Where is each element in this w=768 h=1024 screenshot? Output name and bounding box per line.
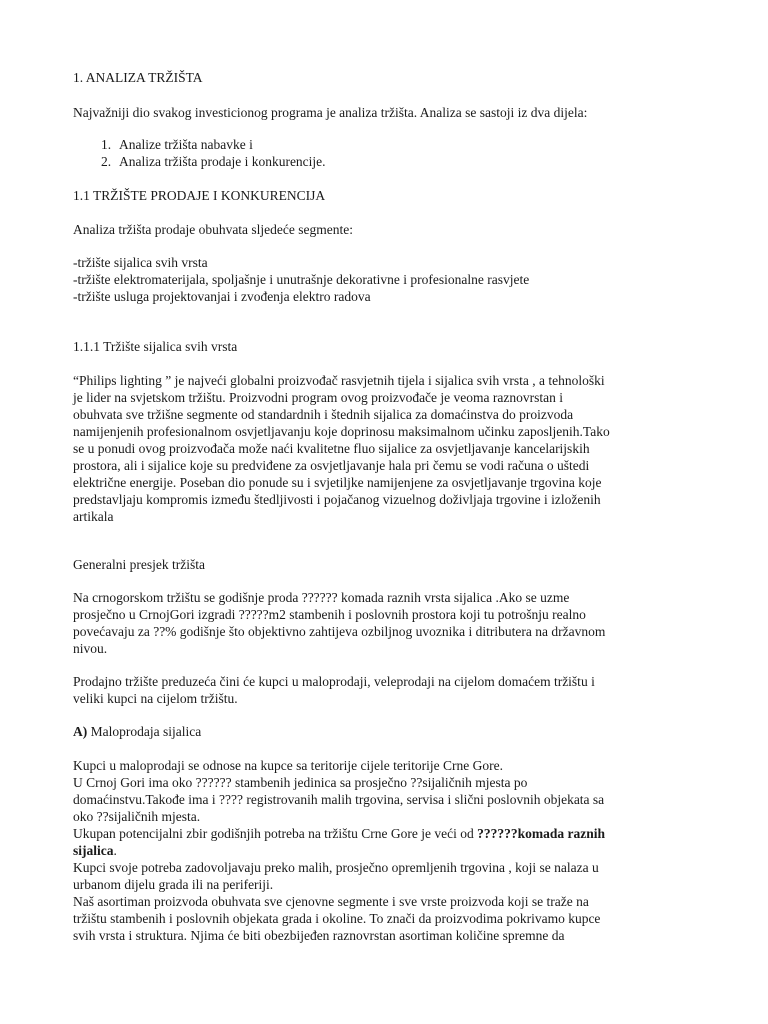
intro-paragraph: Najvažniji dio svakog investicionog programa je analiza tržišta. Analiza se sastoji iz dva dijela: bbox=[73, 105, 588, 120]
list-item: 2. Analiza tržišta prodaje i konkurencije. bbox=[101, 154, 326, 169]
paragraph-line: artikala bbox=[73, 509, 114, 524]
paragraph-line: svih vrsta i struktura. Njima će biti obezbijeđen raznovrstan asortiman količine spremne da bbox=[73, 928, 565, 943]
heading-trziste-prodaje: 1.1 TRŽIŠTE PRODAJE I KONKURENCIJA bbox=[73, 188, 326, 203]
paragraph-line: prosječno u CrnojGori izgradi ?????m2 stambenih i poslovnih prostora koji tu potrošnju realno bbox=[73, 607, 586, 622]
paragraph-line: Kupci svoje potreba zadovoljavaju preko malih, prosječno opremljenih trgovina , koji se nalaza u bbox=[73, 860, 599, 875]
paragraph-line: je lider na svjetskom tržištu. Proizvodni program ovog proizvođače je veoma raznovrstan i bbox=[73, 390, 563, 405]
section-letter: A) bbox=[73, 724, 88, 739]
paragraph-line: sijalica. bbox=[73, 843, 117, 858]
paragraph-line: “Philips lighting ” je najveći globalni proizvođač rasvjetnih tijela i sijalica svih vrsta , a tehnološki bbox=[73, 373, 605, 388]
paragraph-line: Naš asortiman proizvoda obuhvata sve cjenovne segmente i sve vrste proizvoda koji se traže na bbox=[73, 894, 589, 909]
market-paragraph bbox=[73, 673, 595, 707]
heading-maloprodaja bbox=[73, 723, 201, 740]
segments-list bbox=[73, 254, 529, 305]
paragraph-line: tržištu stambenih i poslovnih objekata grada i okoline. To znači da proizvodima pokrivamo kupce bbox=[73, 911, 601, 926]
list-item: 1. Analize tržišta nabavke i bbox=[101, 137, 253, 152]
paragraph-line: nivou. bbox=[73, 641, 108, 656]
section-title: Maloprodaja sijalica bbox=[87, 724, 202, 739]
list-item: -tržište usluga projektovanjai i zvođenja elektro radova bbox=[73, 289, 371, 304]
list-item: -tržište elektromaterijala, spoljašnje i unutrašnje dekorativne i profesionalne rasvjete bbox=[73, 272, 530, 287]
paragraph-line: povećavaju za ??% godišnje što objektivno zahtijeva ozbiljnog uvoznika i ditributera na državnom bbox=[73, 624, 606, 639]
philips-paragraph bbox=[73, 372, 610, 525]
paragraph-line: obuhvata sve tržišne segmente od standardnih i štednih sijalica za domaćinstva do proizvoda bbox=[73, 407, 574, 422]
retail-paragraph bbox=[73, 757, 605, 944]
paragraph-line: Ukupan potencijalni zbir godišnjih potreba na tržištu Crne Gore je veći od ??????komada raznih bbox=[73, 826, 606, 841]
paragraph-line: predstavljaju kompromis između štedljivosti i pojačanog vizuelnog doživljaja trgovine i izloženih bbox=[73, 492, 601, 507]
list-item: -tržište sijalica svih vrsta bbox=[73, 255, 208, 270]
heading-analiza-trzista: 1. ANALIZA TRŽIŠTA bbox=[73, 70, 203, 85]
paragraph-line: veliki kupci na cijelom tržištu. bbox=[73, 691, 238, 706]
heading-generalni-presjek: Generalni presjek tržišta bbox=[73, 557, 205, 572]
heading-trziste-sijalica: 1.1.1 Tržište sijalica svih vrsta bbox=[73, 339, 238, 354]
paragraph-line: prostora, ali i sijalice koje su predviđene za osvjetljavanje hala pri čemu se vodi računa o uštedi bbox=[73, 458, 590, 473]
paragraph-line: se u ponudi ovog proizvođača može naći kvalitetne fluo sijalice za osvjetljavanje kancelarijskih bbox=[73, 441, 590, 456]
segments-intro: Analiza tržišta prodaje obuhvata sljedeće segmente: bbox=[73, 222, 354, 237]
paragraph-line: Na crnogorskom tržištu se godišnje proda ?????? komada raznih vrsta sijalica .Ako se uzme bbox=[73, 590, 570, 605]
total-amount: ??????komada raznih bbox=[477, 826, 606, 841]
paragraph-line: U Crnoj Gori ima oko ?????? stambenih jedinica sa prosječno ??sijaličnih mjesta po bbox=[73, 775, 528, 790]
paragraph-line: Prodajno tržište preduzeća čini će kupci u maloprodaji, veleprodaji na cijelom domaćem tržištu i bbox=[73, 674, 595, 689]
paragraph-line: domaćinstvu.Takođe ima i ???? registrovanih malih trgovina, servisa i slični poslovnih objekata sa bbox=[73, 792, 605, 807]
paragraph-line: oko ??sijaličnih mjesta. bbox=[73, 809, 201, 824]
paragraph-line: električne energije. Poseban dio ponude su i svjetiljke namijenjene za osvjetljavanje trgovina koje bbox=[73, 475, 602, 490]
general-paragraph bbox=[73, 589, 605, 657]
paragraph-line: urbanom dijelu grada ili na periferiji. bbox=[73, 877, 274, 892]
paragraph-line: Kupci u maloprodaji se odnose na kupce sa teritorije cijele teritorije Crne Gore. bbox=[73, 758, 503, 773]
paragraph-line: namijenjenih profesionalnom osvjetljavanju koje doprinosu maksimalnom učinku zaposljenih.Tako bbox=[73, 424, 610, 439]
parts-list bbox=[101, 136, 326, 170]
